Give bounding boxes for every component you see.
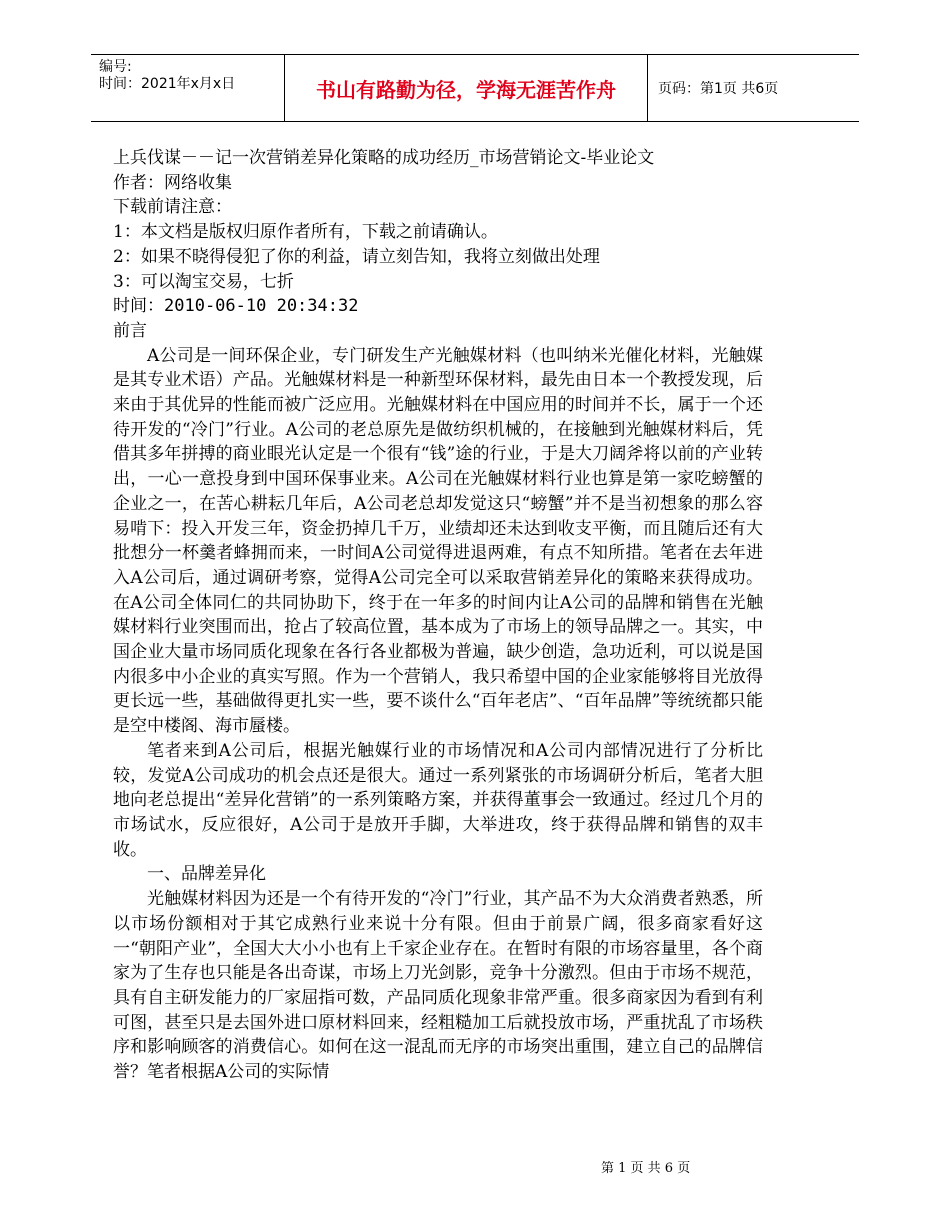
header-meta — [91, 55, 284, 121]
notice-title: 下载前请注意： — [113, 197, 232, 218]
document-author: 作者：网络收集 — [113, 172, 232, 193]
preface-heading: 前言 — [113, 320, 147, 341]
notice-item: 1：本文档是版权归原作者所有，下载之前请确认。 — [113, 222, 498, 243]
notice-item: 3：可以淘宝交易，七折 — [113, 271, 294, 292]
section-heading: 一、品牌差异化 — [147, 864, 266, 885]
header-motto: 书山有路勤为径，学海无涯苦作舟 — [284, 55, 648, 121]
time-label: 时间：2021年x月x日 — [99, 76, 236, 92]
document-title: 上兵伐谋－－记一次营销差异化策略的成功经历_市场营销论文-毕业论文 — [113, 148, 655, 168]
body-paragraph: A公司是一间环保企业，专门研发生产光触媒材料（也叫纳米光催化材料，光触媒是其专业术语）产品。光触媒材料是一种新型环保材料，最先由日本一个教授发现，后来由于其优异的性能而被广泛应用。光触媒材料在中国应用的时间并不长，属于一个还待开发的“冷门”行业。A公司的老总原先是做纺织机械的，在接触到光触媒材料后，凭借其多年拼搏的商业眼光认定是一个很有“钱”途的行业，于是大刀阔斧将以前的产业转出，一心一意投身到中国环保事业来。A公司在光触媒材料行业也算是第一家吃螃蟹的企业之一，在苦心耕耘几年后，A公司老总却发觉这只“螃蟹”并不是当初想象的那么容易啃下：投入开发三年，资金扔掉几千万，业绩却还未达到收支平衡，而且随后还有大批想分一杯羹者蜂拥而来，一时间A公司觉得进退两难，有点不知所措。笔者在去年进入A公司后，通过调研考察，觉得A公司完全可以采取营销差异化的策略来获得成功。在A公司全体同仁的共同协助下，终于在一年多的时间内让A公司的品牌和销售在光触媒材料行业突围而出，抢占了较高位置，基本成为了市场上的领导品牌之一。其实，中国企业大量市场同质化现象在各行各业都极为普遍，缺少创造，急功近利，可以说是国内很多中小企业的真实写照。作为一个营销人，我只希望中国的企业家能够将目光放得更长远一些，基础做得更扎实一些，要不谈什么“百年老店”、“百年品牌”等统统都只能是空中楼阁、海市蜃楼。 — [113, 345, 763, 737]
document-time: 时间：2010-06-10 20:34:32 — [113, 296, 359, 317]
number-label: 编号: — [99, 59, 132, 75]
document-body — [113, 146, 763, 1085]
page-footer: 第 1 页 共 6 页 — [601, 1161, 691, 1176]
header-page-info: 页码：第1页 共6页 — [658, 81, 779, 97]
page-header — [91, 54, 859, 122]
body-paragraph: 光触媒材料因为还是一个有待开发的“冷门”行业，其产品不为大众消费者熟悉，所以市场份额相对于其它成熟行业来说十分有限。但由于前景广阔，很多商家看好这一“朝阳产业”，全国大大小小也有上千家企业存在。在暂时有限的市场容量里，各个商家为了生存也只能是各出奇谋，市场上刀光剑影，竞争十分激烈。但由于市场不规范，具有自主研发能力的厂家屈指可数，产品同质化现象非常严重。很多商家因为看到有利可图，甚至只是去国外进口原材料回来，经粗糙加工后就投放市场，严重扰乱了市场秩序和影响顾客的消费信心。如何在这一混乱而无序的市场突出重围，建立自己的品牌信誉？笔者根据A公司的实际情 — [113, 889, 763, 1083]
notice-item: 2：如果不晓得侵犯了你的利益，请立刻告知，我将立刻做出处理 — [113, 246, 600, 267]
body-paragraph: 笔者来到A公司后，根据光触媒行业的市场情况和A公司内部情况进行了分析比较，发觉A公司成功的机会点还是很大。通过一系列紧张的市场调研分析后，笔者大胆地向老总提出“差异化营销”的一系列策略方案，并获得董事会一致通过。经过几个月的市场试水，反应很好，A公司于是放开手脚，大举进攻，终于获得品牌和销售的双丰收。 — [113, 740, 763, 860]
